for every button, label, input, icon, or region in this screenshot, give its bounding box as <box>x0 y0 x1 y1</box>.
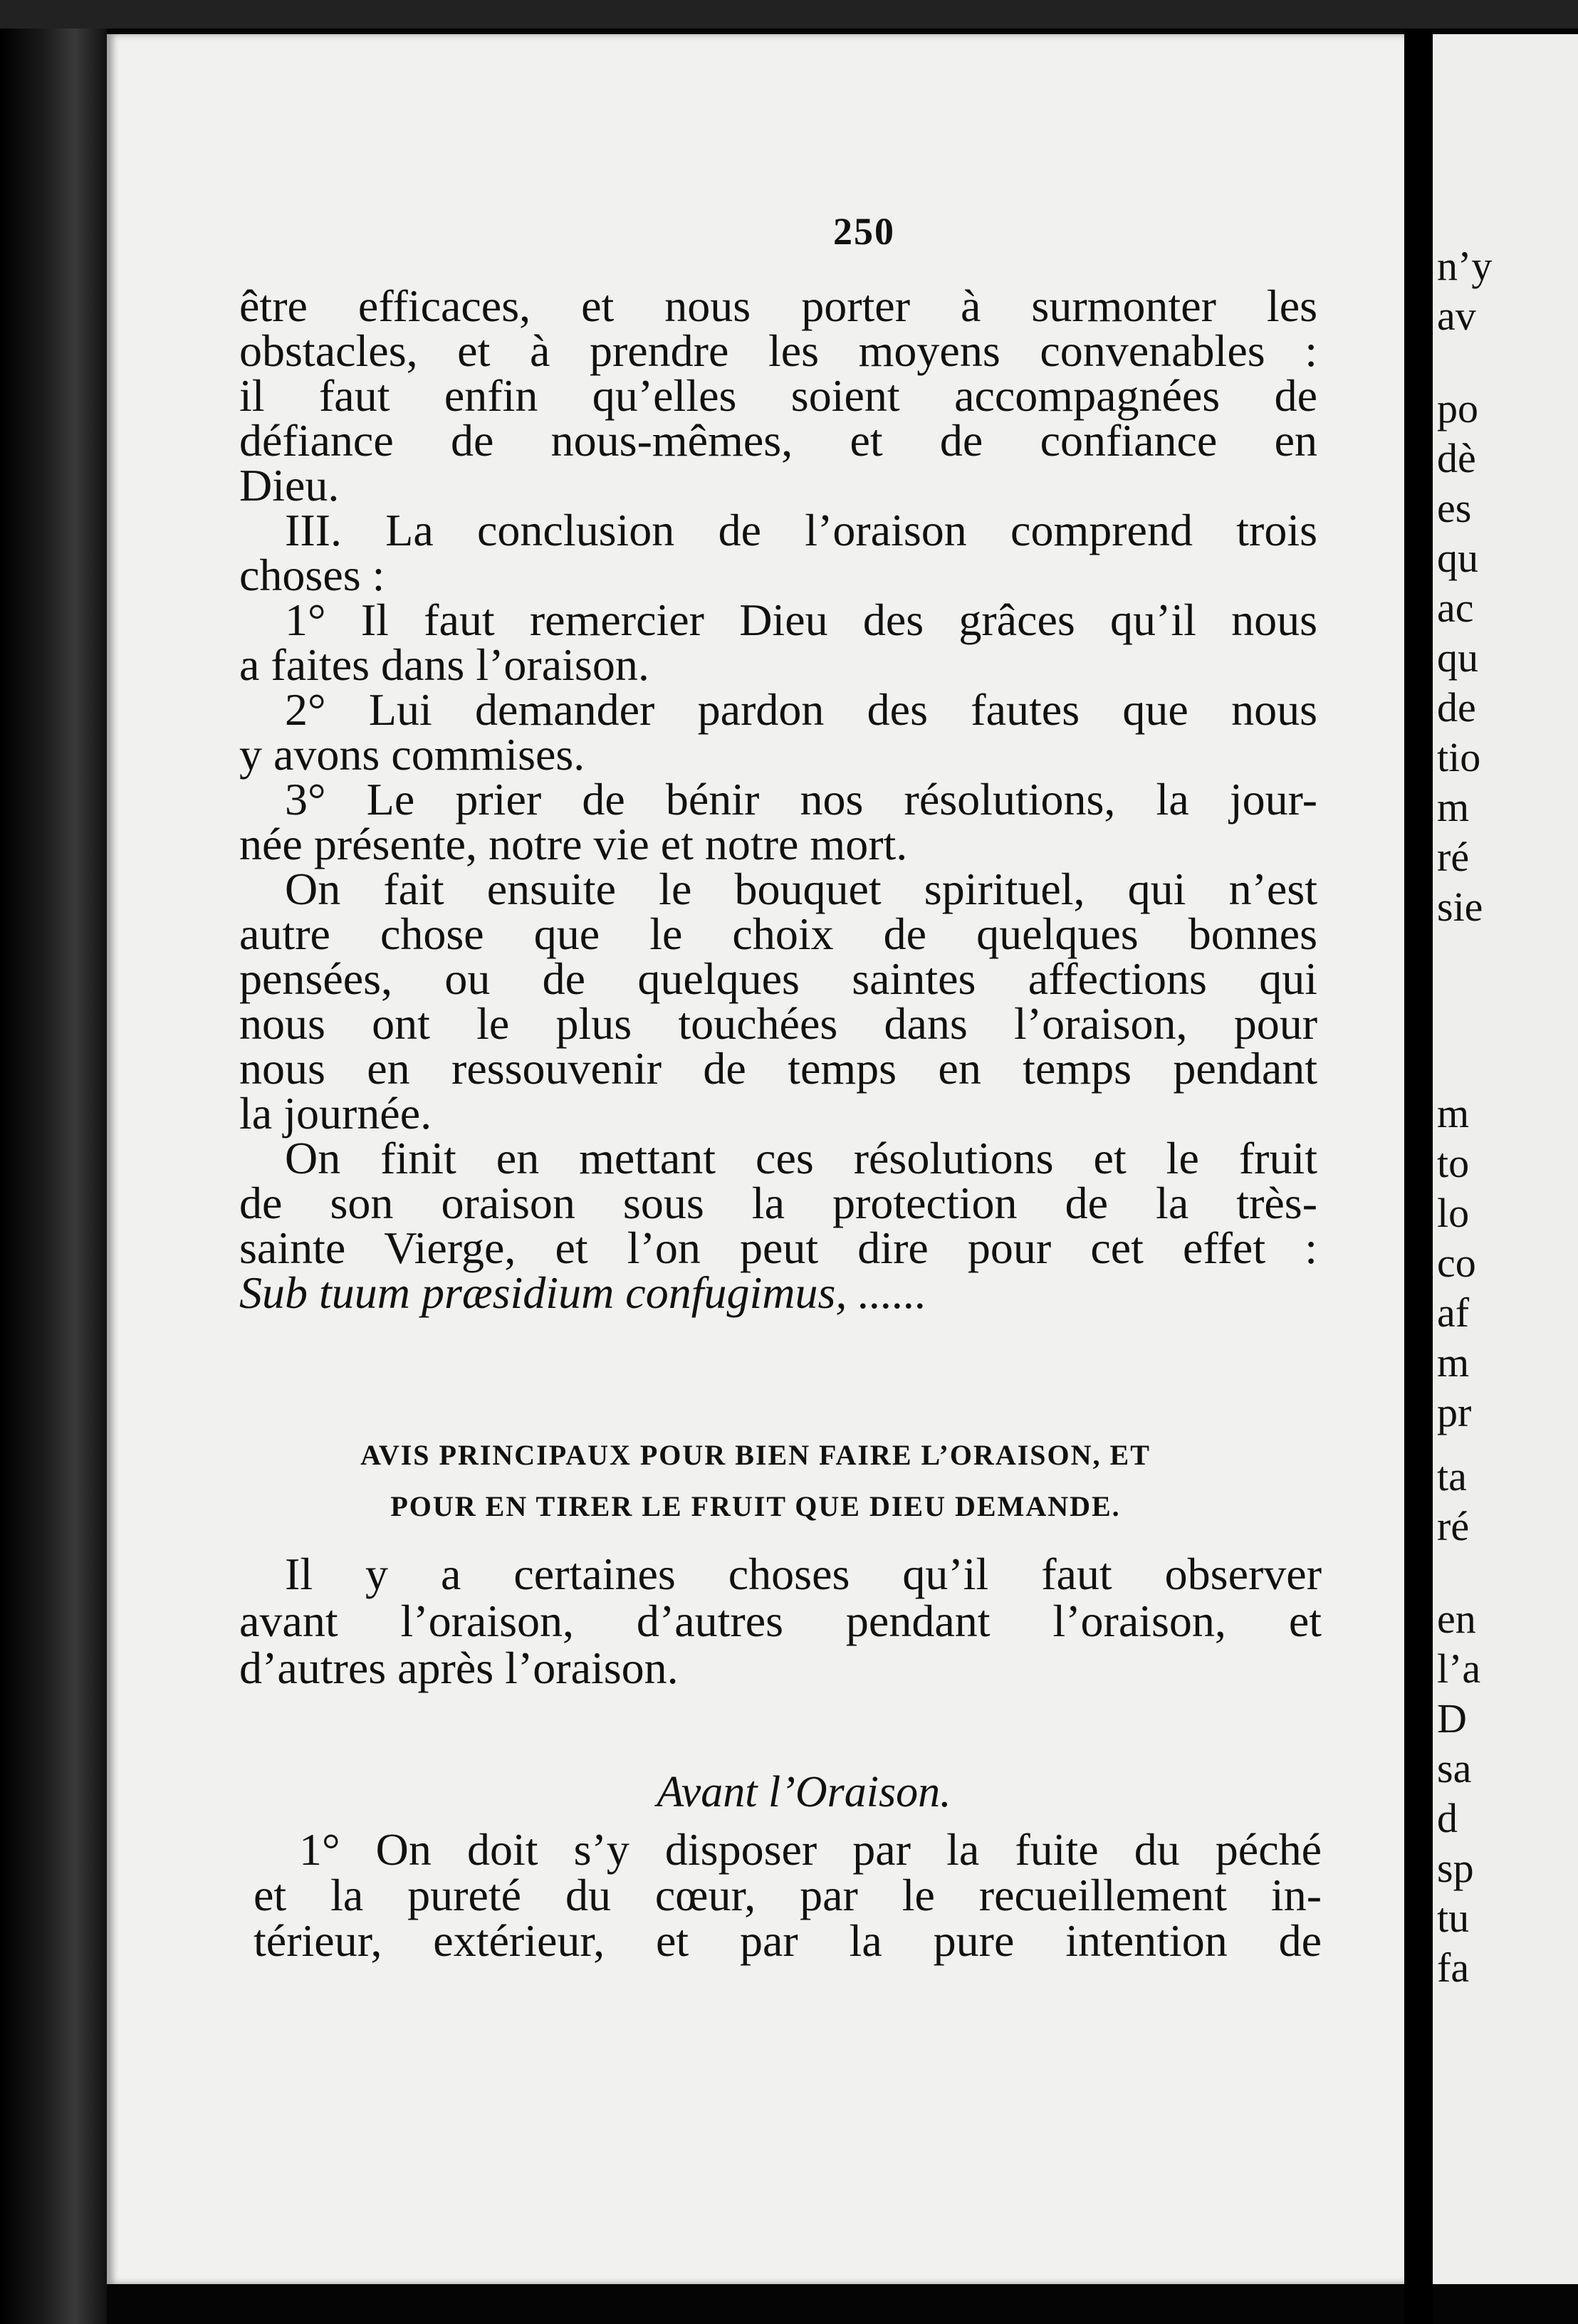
subsection-title: Avant l’Oraison. <box>657 1768 951 1816</box>
text-line: être efficaces, et nous porter à surmonter les <box>239 281 1317 331</box>
text-line: nous ont le plus touchées dans l’oraison, pour <box>239 998 1317 1049</box>
next-page-text-fragment: m <box>1437 1339 1470 1386</box>
next-page-text-fragment: en <box>1437 1596 1476 1642</box>
book-left-edge <box>0 28 107 2324</box>
next-page-text-fragment: po <box>1437 385 1478 431</box>
scan-top-border <box>0 0 1578 28</box>
text-line: 3° Le prier de bénir nos résolutions, la jour- <box>285 774 1317 825</box>
text-line: a faites dans l’oraison. <box>239 639 649 690</box>
text-line: sainte Vierge, et l’on peut dire pour cet effet : <box>239 1223 1317 1273</box>
text-line: pensées, ou de quelques saintes affections qui <box>239 953 1317 1004</box>
next-page-text-fragment: ré <box>1437 1503 1470 1549</box>
next-page-text-fragment: es <box>1437 485 1472 531</box>
book-gutter <box>1404 28 1433 2324</box>
text-line: autre chose que le choix de quelques bonnes <box>239 909 1317 959</box>
next-page-text-fragment: tu <box>1437 1895 1470 1941</box>
text-line: choses : <box>239 550 385 600</box>
next-page-text-fragment: ac <box>1437 585 1474 631</box>
next-page-text-fragment: l’a <box>1437 1645 1481 1692</box>
next-page-text-fragment: m <box>1437 1090 1470 1136</box>
text-line: avant l’oraison, d’autres pendant l’oraison, et <box>239 1596 1322 1646</box>
book-page <box>107 34 1404 2284</box>
text-line: il faut enfin qu’elles soient accompagnées de <box>239 370 1317 421</box>
text-line: 2° Lui demander pardon des fautes que nous <box>285 684 1317 735</box>
text-line: née présente, notre vie et notre mort. <box>239 819 908 869</box>
text-line: III. La conclusion de l’oraison comprend trois <box>285 505 1317 555</box>
next-page-text-fragment: qu <box>1437 634 1478 681</box>
text-line: Sub tuum præsidium confugimus, ...... <box>239 1267 927 1318</box>
next-page-fragment <box>1433 34 1578 2284</box>
text-line: obstacles, et à prendre les moyens convenables : <box>239 325 1317 376</box>
next-page-text-fragment: co <box>1437 1240 1476 1286</box>
text-line: la journée. <box>239 1088 432 1139</box>
text-line: On fait ensuite le bouquet spirituel, qui n’est <box>285 864 1317 914</box>
text-line: On finit en mettant ces résolutions et le fruit <box>285 1133 1317 1183</box>
text-line: 1° Il faut remercier Dieu des grâces qu’il nous <box>285 595 1317 645</box>
next-page-text-fragment: dè <box>1437 435 1476 481</box>
next-page-text-fragment: ré <box>1437 834 1470 880</box>
text-line: défiance de nous-mêmes, et de confiance en <box>239 415 1317 466</box>
next-page-text-fragment: qu <box>1437 535 1478 581</box>
text-line: de son oraison sous la protection de la très- <box>239 1178 1317 1228</box>
text-line: térieur, extérieur, et par la pure intention de <box>254 1915 1322 1966</box>
text-line: Il y a certaines choses qu’il faut observer <box>285 1549 1322 1599</box>
next-page-text-fragment: to <box>1437 1140 1470 1186</box>
next-page-text-fragment: av <box>1437 293 1476 339</box>
next-page-text-fragment: n’y <box>1437 243 1493 289</box>
next-page-text-fragment: sa <box>1437 1745 1472 1791</box>
text-line: et la pureté du cœur, par le recueillement in- <box>254 1870 1322 1920</box>
text-line: d’autres après l’oraison. <box>239 1643 679 1693</box>
text-line: Dieu. <box>239 460 340 511</box>
next-page-text-fragment: pr <box>1437 1389 1472 1435</box>
next-page-text-fragment: D <box>1437 1695 1467 1742</box>
next-page-text-fragment: ta <box>1437 1453 1467 1499</box>
next-page-text-fragment: sp <box>1437 1845 1474 1891</box>
next-page-text-fragment: fa <box>1437 1944 1470 1991</box>
next-page-text-fragment: de <box>1437 684 1476 731</box>
section-heading-line-2: POUR EN TIRER LE FRUIT QUE DIEU DEMANDE. <box>390 1490 1121 1522</box>
text-line: nous en ressouvenir de temps en temps pendant <box>239 1043 1317 1094</box>
text-line: 1° On doit s’y disposer par la fuite du péché <box>299 1824 1322 1875</box>
next-page-text-fragment: d <box>1437 1795 1458 1841</box>
next-page-text-fragment: af <box>1437 1289 1470 1336</box>
section-heading-line-1: AVIS PRINCIPAUX POUR BIEN FAIRE L’ORAISON, ET <box>360 1439 1151 1471</box>
next-page-text-fragment: lo <box>1437 1190 1470 1236</box>
next-page-text-fragment: sie <box>1437 884 1483 930</box>
page-number: 250 <box>833 210 895 253</box>
text-line: y avons commises. <box>239 729 585 780</box>
next-page-text-fragment: m <box>1437 784 1470 830</box>
next-page-text-fragment: tio <box>1437 734 1481 780</box>
